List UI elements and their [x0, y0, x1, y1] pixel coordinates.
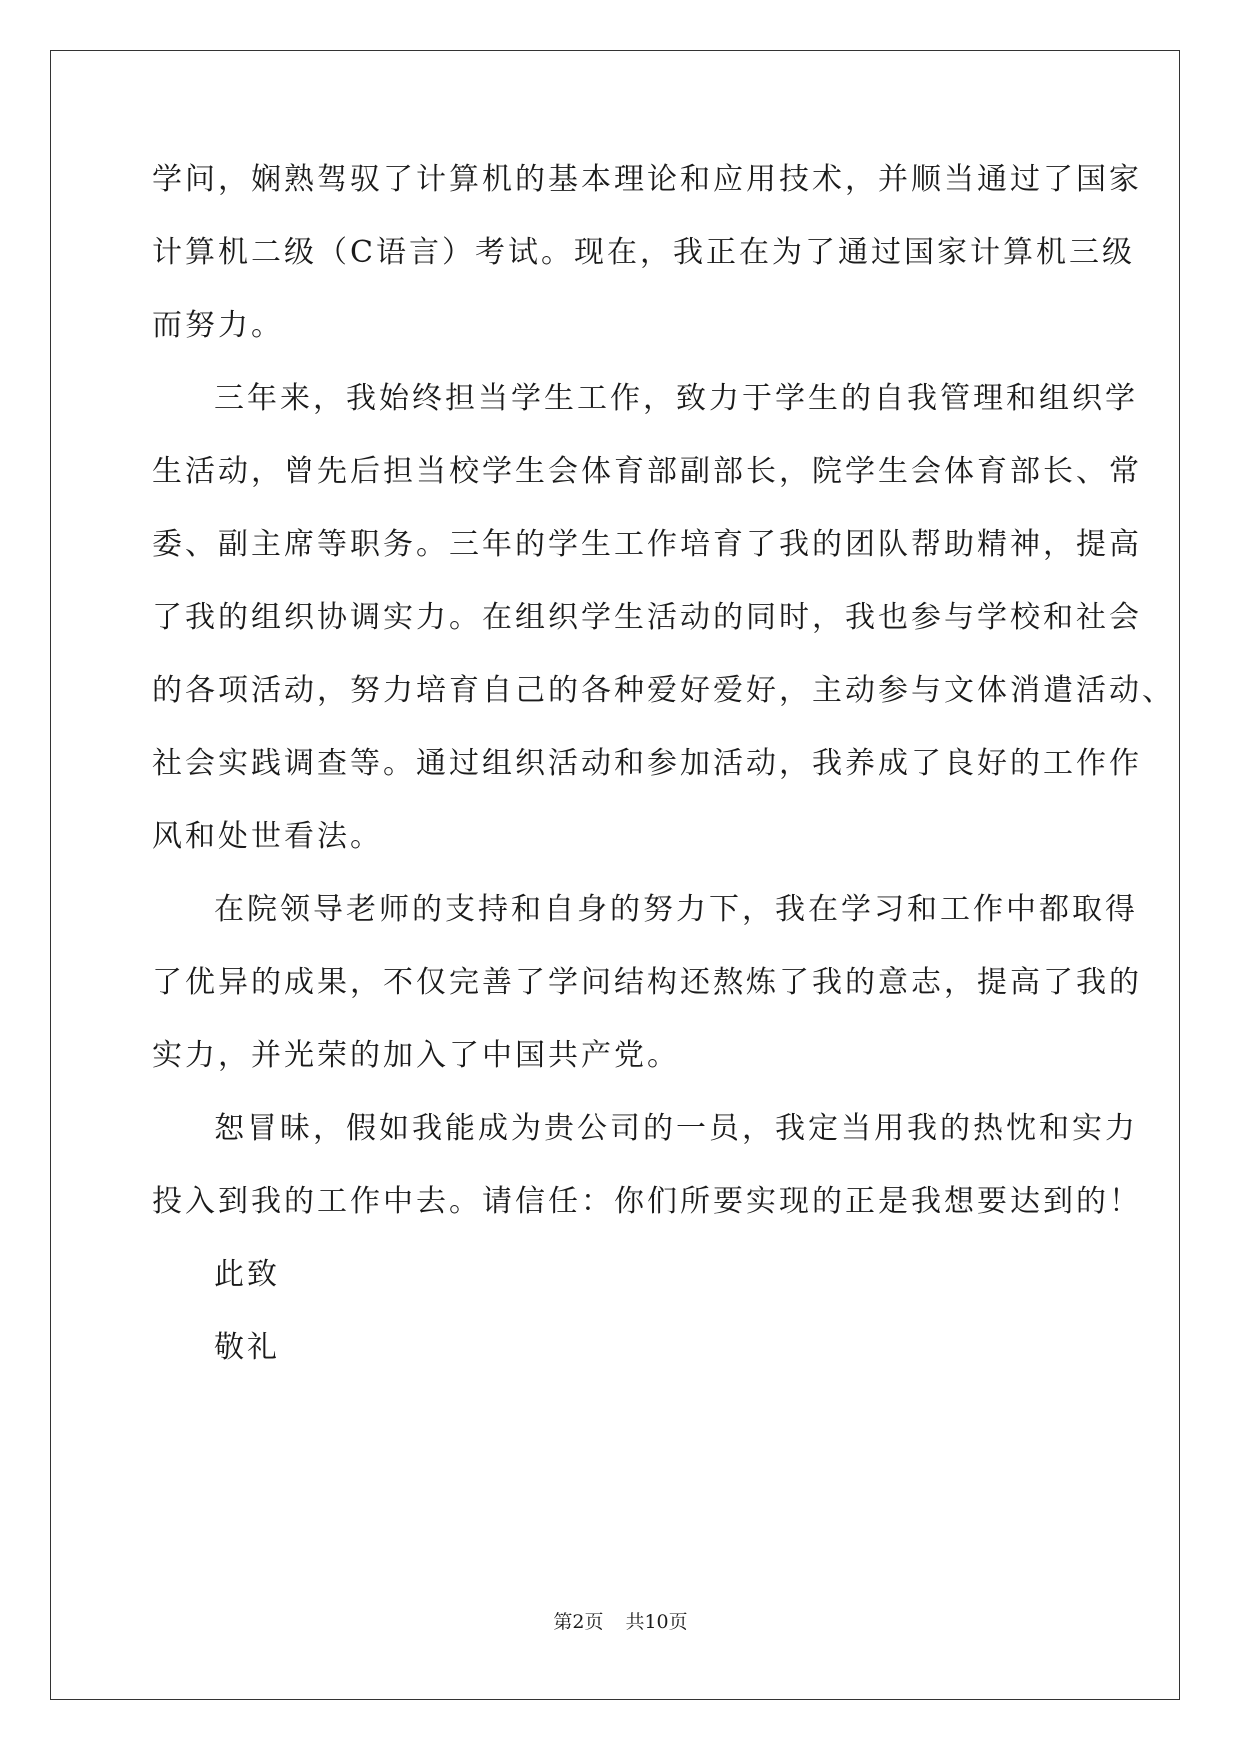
text-line: 社会实践调查等。通过组织活动和参加活动，我养成了良好的工作作 — [152, 746, 1142, 781]
text-line: 了我的组织协调实力。在组织学生活动的同时，我也参与学校和社会 — [152, 600, 1142, 635]
text-line: 计算机二级（C语言）考试。现在，我正在为了通过国家计算机三级 — [152, 235, 1135, 270]
text-line: 的各项活动，努力培育自己的各种爱好爱好，主动参与文体消遣活动、 — [152, 673, 1175, 708]
paragraph-start-line: 在院领导老师的支持和自身的努力下，我在学习和工作中都取得 — [214, 892, 1138, 927]
text-line: 了优异的成果，不仅完善了学问结构还熬炼了我的意志，提高了我的 — [152, 965, 1142, 1000]
text-line: 风和处世看法。 — [152, 819, 383, 854]
text-line: 投入到我的工作中去。请信任：你们所要实现的正是我想要达到的！ — [152, 1184, 1142, 1219]
page-number-total: 共10页 — [625, 1611, 688, 1633]
closing-regards: 敬礼 — [214, 1330, 280, 1365]
text-line: 实力，并光荣的加入了中国共产党。 — [152, 1038, 680, 1073]
text-line: 而努力。 — [152, 308, 284, 343]
page-number-current: 第2页 — [553, 1611, 604, 1633]
page-border — [50, 50, 1180, 1700]
paragraph-start-line: 三年来，我始终担当学生工作，致力于学生的自我管理和组织学 — [214, 381, 1138, 416]
closing-salutation: 此致 — [214, 1257, 280, 1292]
text-line: 学问，娴熟驾驭了计算机的基本理论和应用技术，并顺当通过了国家 — [152, 162, 1142, 197]
paragraph-start-line: 恕冒昧，假如我能成为贵公司的一员，我定当用我的热忱和实力 — [214, 1111, 1138, 1146]
page-footer — [0, 1610, 1241, 1634]
text-line: 委、副主席等职务。三年的学生工作培育了我的团队帮助精神，提高 — [152, 527, 1142, 562]
text-line: 生活动，曾先后担当校学生会体育部副部长，院学生会体育部长、常 — [152, 454, 1142, 489]
